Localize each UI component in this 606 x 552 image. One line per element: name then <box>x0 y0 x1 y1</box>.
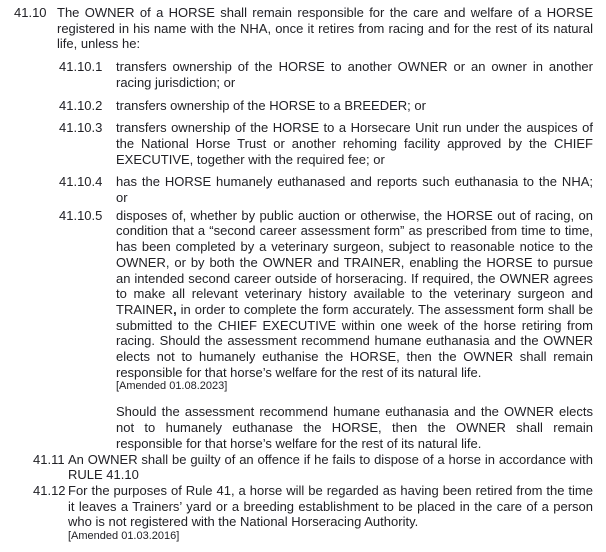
rule-number: 41.10.4 <box>59 174 103 190</box>
rule-text: transfers ownership of the HORSE to another OWNER or an owner in another racing jurisdiction; or <box>116 59 593 90</box>
rule-text-part-b: in order to complete the form accurately. The assessment form shall be submitted to the CHIEF EXECUTIVE within one week of the horse retiring from racing. Should the assessment recommend humane euthanasia and the OWNER elects not to humanely euthanise the HORSE, then the OWNER shall remain responsible for that horse’s welfare for the rest of its natural life. <box>116 301 593 380</box>
rule-number: 41.10.2 <box>59 97 103 113</box>
rule-paragraph <box>116 208 593 381</box>
rule-number: 41.12 <box>33 482 66 498</box>
rule-number: 41.10 <box>14 5 47 20</box>
rule-41-12 <box>33 483 593 543</box>
rule-paragraph: For the purposes of Rule 41, a horse will be regarded as having been retired from the time it leaves a Trainers’ yard or a breeding establishment to be placed in the care of a person who is not registered with the National Horseracing Authority. <box>68 482 593 530</box>
rule-number: 41.10.1 <box>59 59 103 75</box>
rule-number: 41.10.5 <box>59 207 103 223</box>
amendment-note: [Amended 01.03.2016] <box>68 530 180 543</box>
rule-text: An OWNER shall be guilty of an offence if he fails to dispose of a horse in accordance with RULE 41.10 <box>68 451 593 483</box>
rule-number: 41.11 <box>33 451 65 467</box>
rule-41-11 <box>33 452 593 483</box>
rule-text-part-a: disposes of, whether by public auction or otherwise, the HORSE out of racing, on condition that a “second career assessment form” as prescribed from time to time, has been completed by a veterinary surgeon, subject to reasonable notice to the OWNER, or by both the OWNER and TRAINER, enabling the HORSE to pursue an intended second career outside of horseracing. If required, the OWNER agrees to make all relevant veterinary history available to the veterinary surgeon and TRAINER <box>116 207 593 317</box>
amendment-note: [Amended 01.08.2023] <box>116 380 228 393</box>
rule-41-10-4 <box>59 174 593 205</box>
rule-continuation-paragraph: Should the assessment recommend humane euthanasia and the OWNER elects not to humanely euthanase the HORSE, then the OWNER shall remain responsible for that horse’s welfare for the rest of its natural life. <box>116 404 593 451</box>
rule-text: The OWNER of a HORSE shall remain responsible for the care and welfare of a HORSE registered in his name with the NHA, once it retires from racing and for the rest of its natural life, unless he: <box>57 5 593 52</box>
revision-comma: , <box>173 301 177 317</box>
rule-text: has the HORSE humanely euthanased and reports such euthanasia to the NHA; or <box>116 174 593 206</box>
rule-text: transfers ownership of the HORSE to a BREEDER; or <box>116 97 426 113</box>
rule-number: 41.10.3 <box>59 120 103 136</box>
rule-41-10-2 <box>59 98 593 114</box>
rule-text: transfers ownership of the HORSE to a Horsecare Unit run under the auspices of the National Horse Trust or another rehoming facility approved by the CHIEF EXECUTIVE, together with the required fee; or <box>116 120 593 167</box>
rule-text <box>68 483 593 543</box>
rule-41-10-5 <box>59 208 593 452</box>
rule-41-10-3 <box>59 120 593 167</box>
rule-41-10-1 <box>59 59 593 90</box>
rule-41-10 <box>14 5 593 52</box>
rule-text <box>116 208 593 452</box>
